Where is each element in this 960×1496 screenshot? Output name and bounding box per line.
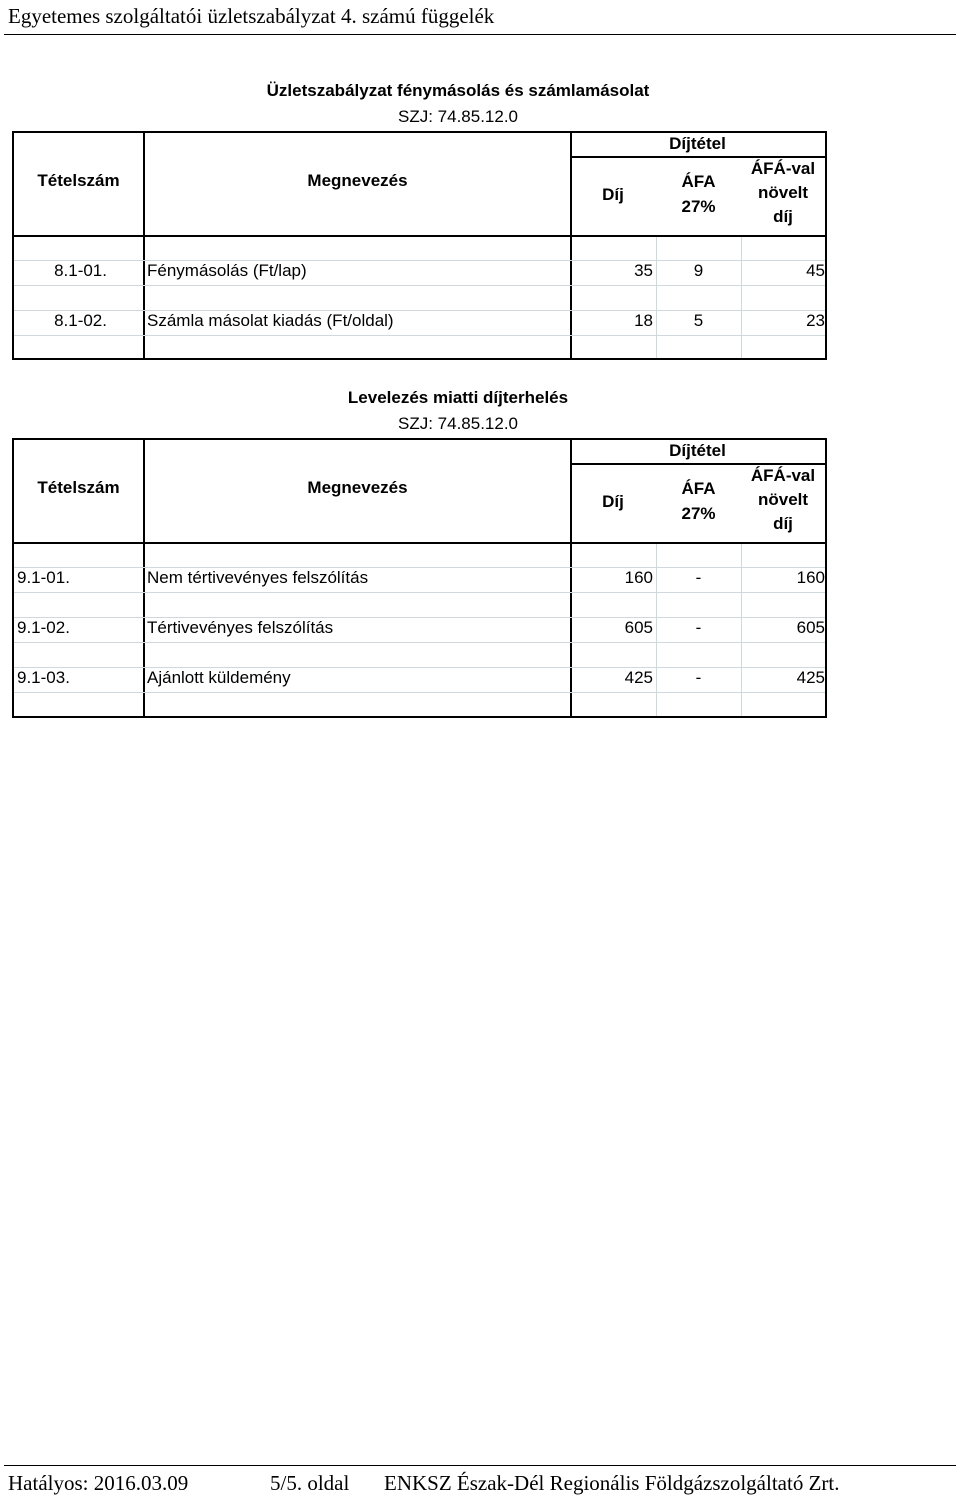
col-header-fee-group: Díjtétel: [669, 441, 726, 460]
table-row-gross: 23: [806, 311, 825, 330]
col-header-vat-line2: 27%: [681, 197, 716, 216]
col-header-vat-line1: ÁFA: [681, 479, 716, 498]
table-row-gross: 425: [796, 668, 825, 687]
table-row-code: 9.1-03.: [17, 668, 70, 687]
table-row-gross: 160: [796, 568, 825, 587]
col-header-vat-line1: ÁFA: [681, 172, 716, 191]
col-header-vat: [656, 172, 741, 217]
table-row-name: Számla másolat kiadás (Ft/oldal): [147, 311, 394, 330]
table-row-vat: 9: [693, 261, 704, 280]
footer-effective-date: Hatályos: 2016.03.09: [8, 1471, 189, 1495]
col-header-gross-line1: ÁFÁ-val: [750, 466, 816, 485]
col-header-gross-line1: ÁFÁ-val: [750, 159, 816, 178]
page-header: [4, 0, 956, 35]
table-row-name: Fénymásolás (Ft/lap): [147, 261, 307, 280]
photocopy-fee-table: [12, 131, 827, 360]
table-row-fee: 425: [624, 668, 653, 687]
table1-szj: SZJ: 74.85.12.0: [397, 107, 519, 126]
header-title: Egyetemes szolgáltatói üzletszabályzat 4. számú függelék: [8, 4, 495, 28]
footer-page-number: 5/5. oldal: [270, 1471, 350, 1495]
footer-company: ENKSZ Észak-Dél Regionális Földgázszolgáltató Zrt.: [384, 1471, 840, 1495]
col-header-name: Megnevezés: [307, 171, 408, 190]
col-header-fee: Díj: [602, 492, 624, 511]
table-row-name: Nem tértivevényes felszólítás: [147, 568, 369, 587]
table1-title: Üzletszabályzat fénymásolás és számlamásolat: [266, 81, 650, 100]
table-row-vat: 5: [693, 311, 704, 330]
col-header-fee-group: Díjtétel: [669, 134, 726, 153]
page-footer: [4, 1465, 956, 1496]
table-row-fee: 35: [634, 261, 653, 280]
table-row-fee: 605: [624, 618, 653, 637]
table-row-gross: 45: [806, 261, 825, 280]
table-row-vat: -: [695, 668, 702, 687]
col-header-gross: [741, 159, 825, 227]
table-row-gross: 605: [796, 618, 825, 637]
col-header-vat: [656, 479, 741, 524]
table-row-fee: 160: [624, 568, 653, 587]
col-header-gross-line2: növelt: [757, 183, 809, 202]
table-row-code: 9.1-02.: [17, 618, 70, 637]
col-header-vat-line2: 27%: [681, 504, 716, 523]
table-row-name: Tértivevényes felszólítás: [147, 618, 334, 637]
table-row-vat: -: [695, 618, 702, 637]
col-header-gross-line2: növelt: [757, 490, 809, 509]
table-row-vat: -: [695, 568, 702, 587]
col-header-fee: Díj: [602, 185, 624, 204]
table-row-code: 8.1-02.: [54, 311, 107, 330]
table-row-code: 9.1-01.: [17, 568, 70, 587]
table-row-fee: 18: [634, 311, 653, 330]
col-header-gross: [741, 466, 825, 534]
table-row-name: Ajánlott küldemény: [147, 668, 291, 687]
col-header-gross-line3: díj: [773, 207, 793, 226]
table2-title: Levelezés miatti díjterhelés: [347, 388, 569, 407]
col-header-gross-line3: díj: [773, 514, 793, 533]
correspondence-fee-table: [12, 438, 827, 718]
table-row-code: 8.1-01.: [54, 261, 107, 280]
table2-szj: SZJ: 74.85.12.0: [397, 414, 519, 433]
col-header-item-no: Tételszám: [37, 478, 120, 497]
col-header-item-no: Tételszám: [37, 171, 120, 190]
col-header-name: Megnevezés: [307, 478, 408, 497]
